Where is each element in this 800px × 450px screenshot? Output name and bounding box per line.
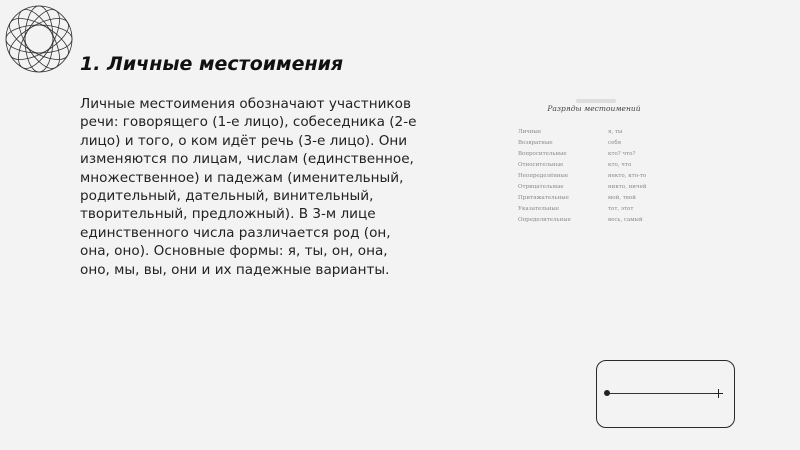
table-row-example: никто, ничей bbox=[608, 184, 647, 190]
slider-widget[interactable] bbox=[596, 360, 735, 428]
table-row-example: кто? что? bbox=[608, 151, 636, 157]
slide-title: 1. Личные местоимения bbox=[80, 53, 344, 75]
table-row bbox=[518, 151, 674, 161]
table-row-category: Определительные bbox=[518, 217, 571, 223]
table-row bbox=[518, 206, 674, 216]
table-row-category: Возвратные bbox=[518, 140, 553, 146]
table-row-example: некто, кто-то bbox=[608, 173, 647, 179]
table-row bbox=[518, 140, 674, 150]
plus-icon-stem[interactable] bbox=[718, 389, 719, 398]
table-title: Разряды местоимений bbox=[547, 104, 641, 113]
table-row-category: Притяжательные bbox=[518, 195, 569, 201]
table-row bbox=[518, 162, 674, 172]
table-row-category: Вопросительные bbox=[518, 151, 567, 157]
pronoun-categories-table-image bbox=[514, 98, 674, 228]
slide-body-text: Личные местоимения обозначают участников речи: говорящего (1-е лицо), собеседника (2-е лицо) и того, о ком идёт речь (3-е лицо). Они изменяются по лицам, числам (единственное, множественное) и падежам (именительный, родительный, дательный, винительный, творительный, предложный). В 3-м лице единственного числа различается род (он, она, оно). Основные формы: я, ты, он, она, оно, мы, вы, они и их падежные варианты. bbox=[80, 96, 417, 278]
table-row-example: мой, твой bbox=[608, 195, 636, 201]
table-title-mark bbox=[576, 99, 616, 103]
table-row-example: весь, самый bbox=[608, 217, 643, 223]
dot-icon[interactable] bbox=[604, 390, 610, 396]
slider-track[interactable] bbox=[607, 393, 720, 394]
table-row bbox=[518, 195, 674, 205]
table-row bbox=[518, 217, 674, 227]
table-row-example: себя bbox=[608, 140, 622, 146]
table-row-category: Указательные bbox=[518, 206, 560, 212]
table-row-example: кто, что bbox=[608, 162, 632, 168]
table-row-example: я, ты bbox=[608, 129, 623, 135]
table-row-example: тот, этот bbox=[608, 206, 634, 212]
table-row-category: Неопределённые bbox=[518, 173, 569, 179]
table-row-category: Личные bbox=[518, 129, 542, 135]
table-row bbox=[518, 173, 674, 183]
table-row bbox=[518, 129, 674, 139]
table-row bbox=[518, 184, 674, 194]
table-row-category: Относительные bbox=[518, 162, 564, 168]
table-row-category: Отрицательные bbox=[518, 184, 564, 190]
spirograph-logo-icon bbox=[3, 3, 75, 75]
